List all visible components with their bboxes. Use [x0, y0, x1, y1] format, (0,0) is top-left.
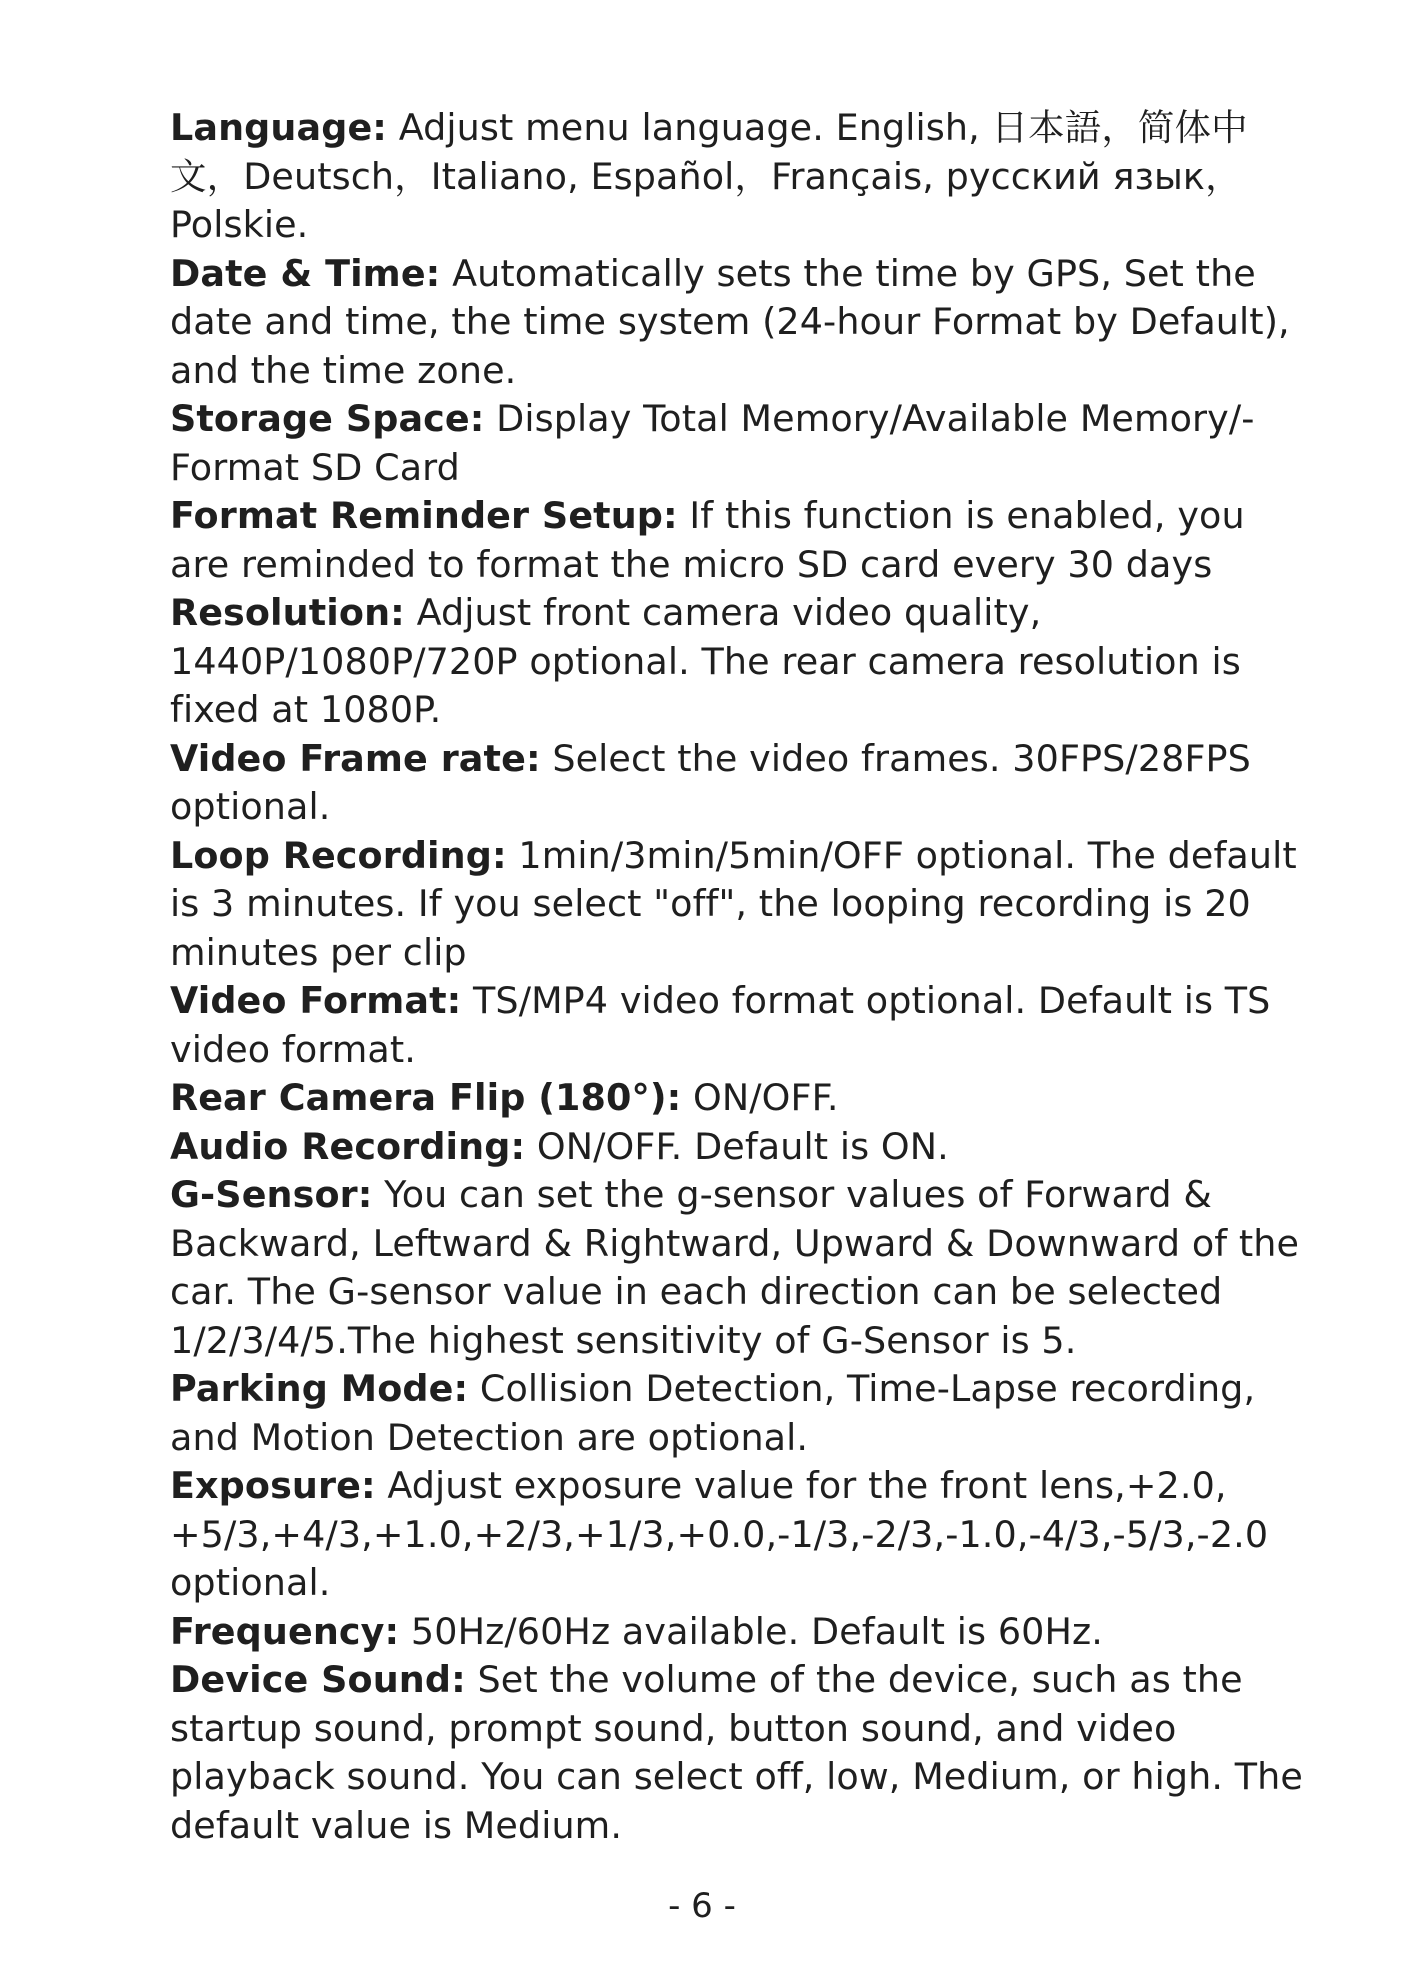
entry-frequency	[170, 1608, 1310, 1657]
entry-text: 1min/3min/5min/OFF optional. The default is 3 minutes. If you select "off", the looping recording is 20 minutes per clip	[170, 833, 1297, 974]
entry-term: Storage Space:	[170, 397, 485, 440]
entry-term: Video Format:	[170, 979, 462, 1022]
entry-text: Collision Detection, Time-Lapse recording, and Motion Detection are optional.	[170, 1367, 1256, 1459]
entry-audio-recording	[170, 1123, 1310, 1172]
settings-description-list	[170, 104, 1310, 1850]
page-number: - 6 -	[668, 1886, 736, 1926]
entry-text: You can set the g-sensor values of Forward & Backward, Leftward & Rightward, Upward & Downward of the car. The G-sensor value in each direction can be selected 1/2/3/4/5.The highest sensitivity of G-Sensor is 5.	[170, 1173, 1300, 1362]
entry-video-format	[170, 977, 1310, 1074]
entry-term: Rear Camera Flip (180°):	[170, 1076, 682, 1119]
entry-g-sensor	[170, 1171, 1310, 1365]
entry-text: Automatically sets the time by GPS, Set the date and time, the time system (24-hour Format by Default), and the time zone.	[170, 251, 1290, 392]
entry-date-time	[170, 250, 1310, 396]
entry-loop-recording	[170, 832, 1310, 978]
entry-text: TS/MP4 video format optional. Default is TS video format.	[170, 979, 1271, 1071]
entry-device-sound	[170, 1656, 1310, 1850]
entry-term: Resolution:	[170, 591, 405, 634]
entry-term: G-Sensor:	[170, 1173, 373, 1216]
entry-term: Loop Recording:	[170, 833, 507, 877]
entry-text: Select the video frames. 30FPS/28FPS optional.	[170, 736, 1251, 828]
entry-text: 50Hz/60Hz available. Default is 60Hz.	[399, 1609, 1103, 1653]
entry-parking-mode	[170, 1365, 1310, 1462]
entry-language	[170, 104, 1310, 250]
entry-term: Date & Time:	[170, 251, 441, 295]
entry-text: ON/OFF.	[681, 1076, 839, 1119]
entry-term: Audio Recording:	[170, 1124, 526, 1168]
entry-rear-camera-flip	[170, 1074, 1310, 1123]
entry-storage-space	[170, 395, 1310, 492]
entry-term: Device Sound:	[170, 1658, 466, 1701]
entry-term: Format Reminder Setup:	[170, 494, 678, 537]
entry-text: Adjust menu language. English, 日本語，简体中文，Deutsch，Italiano, Español，Français, русский язык，Polskie.	[170, 106, 1248, 246]
entry-term: Language:	[170, 106, 387, 149]
entry-format-reminder	[170, 492, 1310, 589]
entry-term: Video Frame rate:	[170, 736, 541, 780]
entry-term: Exposure:	[170, 1464, 376, 1507]
entry-text: ON/OFF. Default is ON.	[525, 1124, 949, 1168]
entry-term: Frequency:	[170, 1609, 400, 1653]
entry-text: Display Total Memory/Available Memory/-Format SD Card	[170, 397, 1255, 489]
entry-text: Adjust front camera video quality, 1440P/1080P/720P optional. The rear camera resolution is fixed at 1080P.	[170, 591, 1241, 731]
entry-text: Adjust exposure value for the front lens,+2.0, +5/3,+4/3,+1.0,+2/3,+1/3,+0.0,-1/3,-2/3,-1.0,-4/3,-5/3,-2.0 optional.	[170, 1464, 1269, 1604]
entry-video-frame-rate	[170, 735, 1310, 832]
entry-exposure	[170, 1462, 1310, 1608]
entry-term: Parking Mode:	[170, 1367, 469, 1410]
entry-text: Set the volume of the device, such as the startup sound, prompt sound, button sound, and video playback sound. You can select off, low, Medium, or high. The default value is Medium.	[170, 1658, 1303, 1847]
entry-text: If this function is enabled, you are reminded to format the micro SD card every 30 days	[170, 494, 1245, 586]
entry-resolution	[170, 589, 1310, 735]
